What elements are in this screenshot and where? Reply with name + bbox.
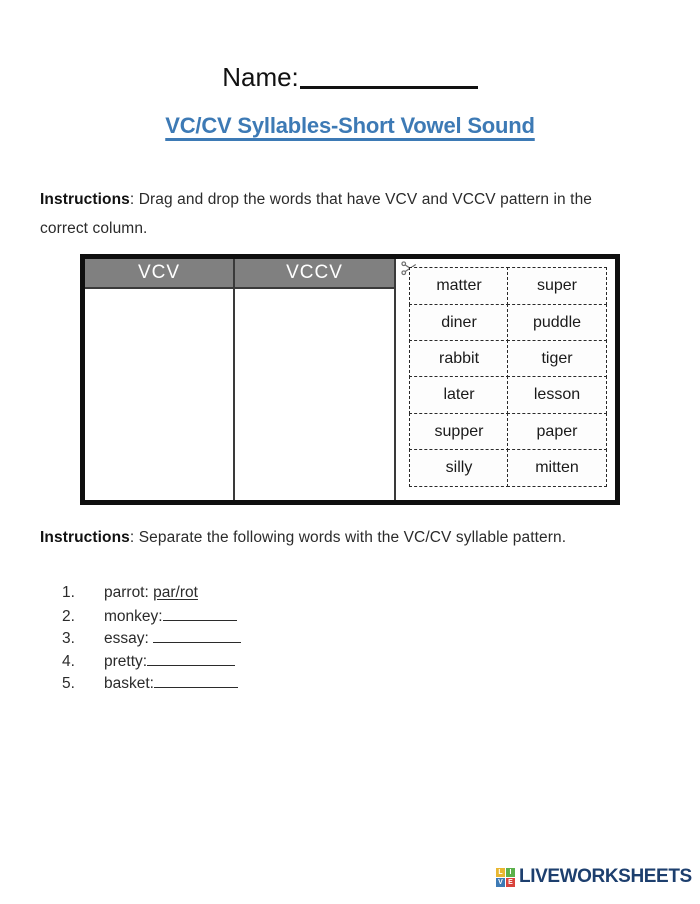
logo-square-v: V (496, 878, 505, 887)
word-tile[interactable]: mitten (507, 449, 607, 487)
drop-zone-vcv[interactable] (85, 289, 233, 500)
name-label: Name: (222, 62, 299, 92)
drop-zone-vccv[interactable] (235, 289, 394, 500)
list-item-answer-blank[interactable] (153, 629, 241, 643)
word-bank-grid (410, 268, 606, 486)
column-vccv (235, 259, 396, 500)
instructions-2-text: Separate the following words with the VC/CV syllable pattern. (138, 529, 567, 546)
instructions-block-1 (40, 186, 640, 243)
list-item-answer-blank[interactable] (163, 607, 237, 621)
instructions-2-separator: : (129, 529, 139, 546)
logo-square-e: E (506, 878, 515, 887)
logo-square-i: I (506, 868, 515, 877)
word-tile[interactable]: silly (409, 449, 509, 487)
list-item-number: 2. (62, 607, 75, 625)
list-item-word: parrot: (104, 584, 154, 601)
word-tile[interactable]: supper (409, 413, 509, 451)
list-item-number: 4. (62, 652, 75, 670)
word-tile[interactable]: tiger (507, 340, 607, 378)
word-tile[interactable]: paper (507, 413, 607, 451)
list-item-number: 5. (62, 675, 75, 692)
liveworksheets-logo-icon (496, 868, 515, 887)
list-item-word: pretty: (104, 652, 148, 670)
list-item (62, 652, 462, 675)
word-tile[interactable]: rabbit (409, 340, 509, 378)
instructions-1-text: Drag and drop the words that have VCV and VCCV pattern in the correct column. (40, 191, 593, 237)
page-title: VC/CV Syllables-Short Vowel Sound (165, 113, 535, 138)
syllable-word-list (62, 584, 462, 697)
list-item-number: 3. (62, 630, 75, 647)
word-tile[interactable]: later (409, 376, 509, 414)
instructions-2-label: Instructions (40, 529, 130, 546)
instructions-1-separator: : (129, 191, 139, 208)
word-tile[interactable]: diner (409, 304, 509, 342)
column-vcv (85, 259, 235, 500)
word-tile[interactable]: super (507, 267, 607, 305)
list-item-word: basket: (104, 675, 154, 692)
list-item-word: essay: (104, 630, 154, 647)
instructions-block-2 (40, 524, 640, 553)
liveworksheets-logo[interactable] (496, 866, 692, 888)
name-blank-line[interactable] (300, 65, 478, 89)
column-header-vccv: VCCV (235, 259, 394, 289)
name-row (0, 62, 700, 93)
list-item (62, 629, 462, 652)
word-tile[interactable]: lesson (507, 376, 607, 414)
list-item-answer-blank[interactable] (147, 652, 235, 666)
list-item (62, 584, 462, 607)
logo-square-l: L (496, 868, 505, 877)
word-tile[interactable]: matter (409, 267, 509, 305)
activity-table (80, 254, 620, 505)
list-item (62, 674, 462, 697)
instructions-1-label: Instructions (40, 191, 130, 208)
word-tile[interactable]: puddle (507, 304, 607, 342)
liveworksheets-logo-text: LIVEWORKSHEETS (519, 866, 692, 887)
list-item-answer[interactable]: par/rot (153, 584, 198, 601)
list-item-answer-blank[interactable] (154, 674, 238, 688)
list-item-number: 1. (62, 584, 75, 601)
word-bank (396, 259, 615, 500)
list-item (62, 607, 462, 630)
list-item-word: monkey: (104, 607, 163, 625)
column-header-vcv: VCV (85, 259, 233, 289)
